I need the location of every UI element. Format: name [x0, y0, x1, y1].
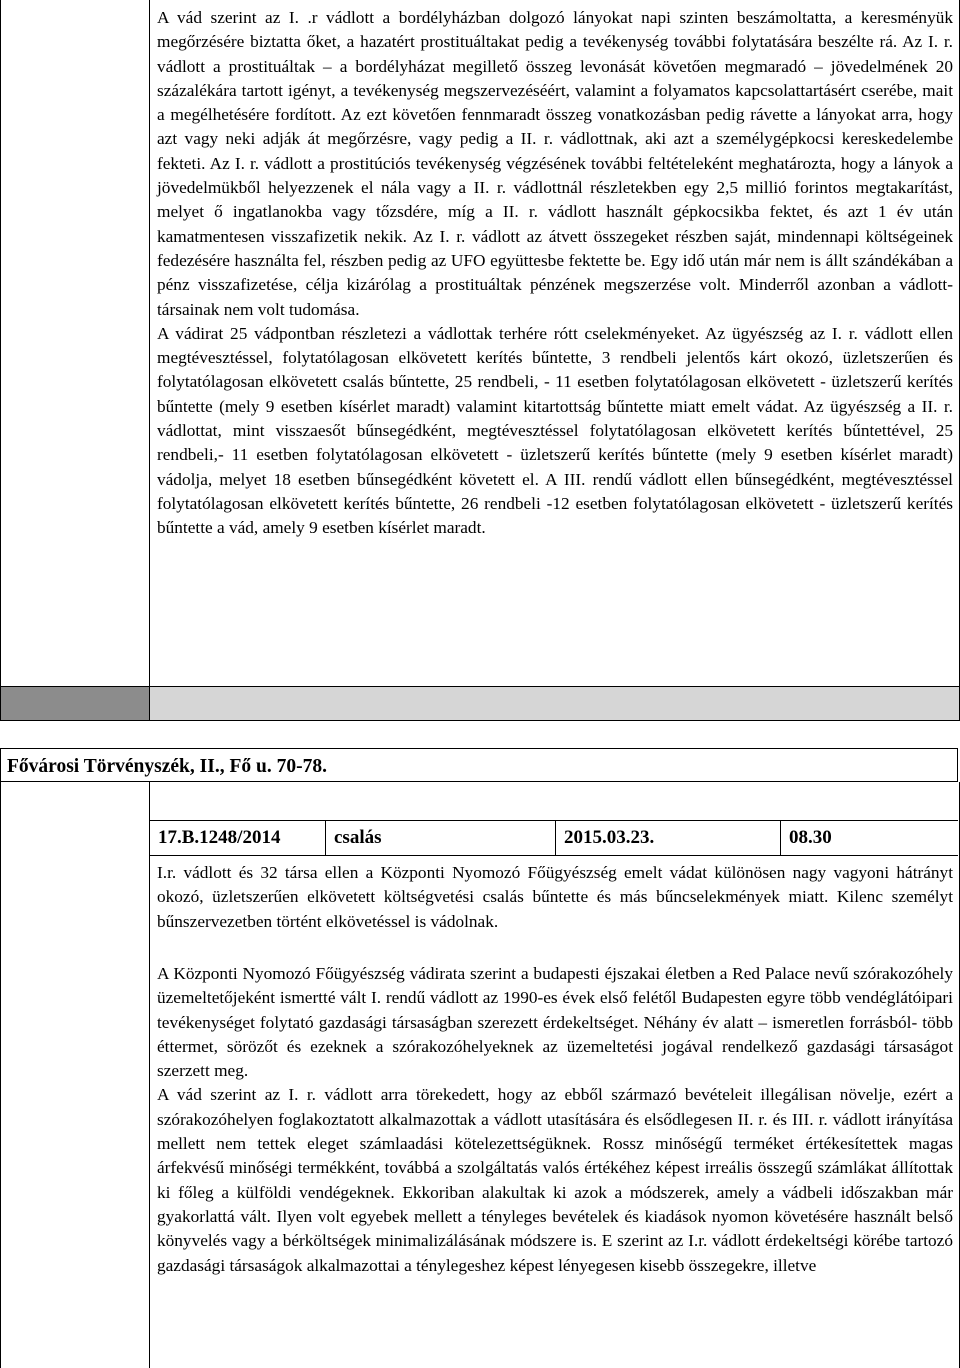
gray-cell-left — [1, 687, 150, 720]
bottom-paragraph-1: I.r. vádlott és 32 társa ellen a Központi Nyomozó Főügyészség emelt vádat különösen nagy vagyoni hátrányt okozó, üzletszerűen elkövetett költségvetési csalás bűntette és más bűncselekmények miatt. Kilenc személyt bűnszervezetben történt elkövetéssel is vádolnak. — [157, 863, 953, 931]
case-date: 2015.03.23. — [556, 821, 781, 855]
case-details — [157, 962, 953, 1278]
gray-cell-right — [150, 687, 959, 720]
case-type: csalás — [326, 821, 556, 855]
bottom-left-column — [1, 782, 150, 1368]
top-left-column — [1, 0, 150, 686]
court-name: Fővárosi Törvényszék, II., Fő u. 70-78. — [7, 756, 327, 777]
top-text-block — [157, 6, 953, 541]
case-info-row — [150, 820, 958, 856]
gray-separator-row — [1, 686, 959, 720]
bottom-paragraph-3: A vád szerint az I. r. vádlott arra törekedett, hogy az ebből származó bevételeit illegálisan növelje, ezért a szórakozóhelyen foglakoztatott alkalmazottak a vádlott utasítására és elsődlegesen II. r. és III. r. vádlott irányítása mellett nem tettek eleget számlaadási kötelezettségüknek. Rossz minőségű terméket értékesítettek magas árfekvésű minőségi termékként, továbbá a szolgáltatás valós értékéhez képest irreális összegű számlákat állítottak ki főleg a külföldi vendégeknek. Ekkoriban alakultak ki azok a módszerek, amely a vádbeli időszakban már gyakorlattá vált. Ilyen volt egyebek mellett a tényleges bevételek és kiadások nyomon követésére használt belső könyvelés vagy a bérköltségek minimalizálásának módszere is. E szerint az I.r. vádlott érdekeltségi körébe tartozó gazdasági társaságok alkalmazottai a ténylegeshez képest lényegesen kisebb összegekre, illetve — [157, 1085, 953, 1275]
case-time: 08.30 — [789, 827, 832, 848]
case-summary — [157, 861, 953, 934]
court-header — [0, 748, 958, 782]
top-paragraph-2: A vádirat 25 vádpontban részletezi a vádlottak terhére rótt cselekményeket. Az ügyészség az I. r. vádlott ellen megtévesztéssel, folytatólagosan elkövetett kerítés bűntette, 3 rendbeli jelentős kárt okozó, üzletszerűen és folytatólagosan elkövetett csalás bűntette, 25 rendbeli, - 11 esetben folytatólagosan elkövetett - üzletszerű kerítés bűntette (mely 9 esetben kísérlet maradt) valamint kitartottság bűntette miatt emelt vádat. Az ügyészség a II. r. vádlottat, mint visszaesőt bűnsegédként, megtévesztéssel folytatólagosan elkövetett kerítés bűntettével, 25 rendbeli,- 11 esetben folytatólagosan elkövetett - üzletszerű kerítés bűntette (mely 9 esetben kísérlet maradt) vádolja, melyet 18 esetben bűnsegédként követett el. A III. rendű vádlott ellen bűnsegédként, megtévesztéssel folytatólagosan elkövetett kerítés bűntette, 26 rendbeli -12 esetben folytatólagosan elkövetett - üzletszerű kerítés bűntette a vád, amely 9 esetben kísérlet maradt. — [157, 323, 953, 538]
bottom-table — [0, 782, 960, 1368]
top-paragraph-1: A vád szerint az I. .r vádlott a bordélyházban dolgozó lányokat napi szinten beszámoltatta, a keresményük megőrzésére biztatta őket, a hazatért prostituáltakat pedig a tevékenység további folytatására beszélte rá. Az I. r. vádlott a prostituáltak – a bordélyházat megillető összeg levonását követően megmaradó – jövedelmének 20 százalékára tartott igényt, a tevékenység megszervezéséért, valamint a folyamatos kapcsolattartásért cserébe, mait a megélhetésére fordított. Az ezt követően fennmaradt összeg vonatkozásban pedig rávette a lányokat arra, hogy azt vagy neki adják át megőrzésre, vagy pedig a II. r. vádlottnak, aki azt a személygépkocsi kereskedelembe fekteti. Az I. r. vádlott a prostitúciós tevékenység végzésének további feltételeként meghatározta, hogy a lányok a jövedelmükből helyezzenek el nála vagy a II. r. vádlottnál részletekben egy 2,5 millió forintos megtakarítást, melyet ő ingatlanokba vagy tőzsdére, míg a II. r. vádlott használt gépkocsikba fektet, és azt 1 év után kamatmentesen visszafizetik nekik. Az I. r. vádlott az átvett összegeket részben saját, mindennapi költségeinek fedezésére használta fel, részben pedig az UFO együttesbe fektette be. Egy idő után már nem is állt szándékában a pénz visszafizetése, célja kizárólag a prostituáltak pénzének megszerzése volt. Minderről azonban a vádlott-társainak nem volt tudomása. — [157, 8, 953, 319]
bottom-paragraph-2: A Központi Nyomozó Főügyészség vádirata szerint a budapesti éjszakai életben a Red Palace nevű szórakozóhely üzemeltetőjeként ismertté vált I. rendű vádlott az 1990-es évek első felétől Budapesten egyre több vendéglátóipari tevékenységet folytató gazdasági társaságban szerezett érdekeltséget. Néhány év alatt – ismeretlen forrásból- több éttermet, sörözőt és ezeknek a szórakozóhelyeknek az üzemeltetési jogával rendelkező gazdasági társaságot szerzett meg. — [157, 964, 953, 1081]
case-number: 17.B.1248/2014 — [150, 821, 326, 855]
